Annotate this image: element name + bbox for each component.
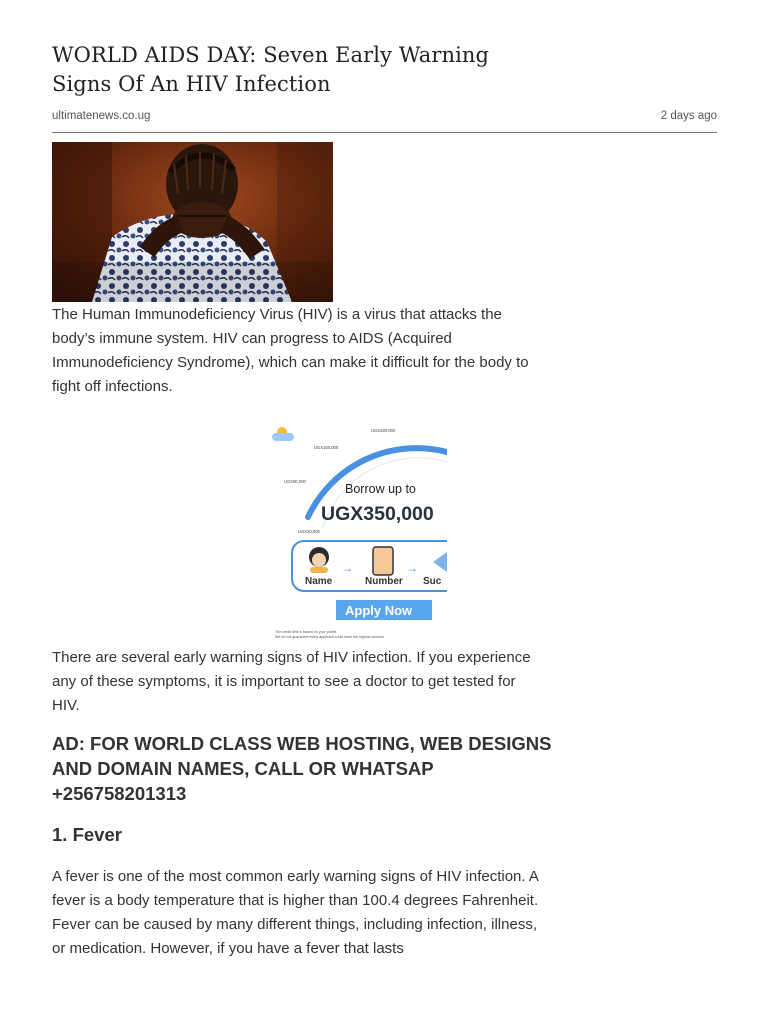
disclaimer-line-1: The credit limit is based on your profile <box>275 630 337 634</box>
phone-icon <box>373 547 393 575</box>
arrow-right-icon: → <box>406 561 418 575</box>
loan-amount: UGX350,000 <box>321 503 434 525</box>
disclaimer-line-2: We do not guarantee every applicant could have the highest amount <box>275 635 384 639</box>
hosting-ad-heading: AD: FOR WORLD CLASS WEB HOSTING, WEB DESIGNS AND DOMAIN NAMES, CALL OR WHATSAP +256758201313 <box>52 733 552 804</box>
warning-paragraph: There are several early warning signs of HIV infection. If you experience any of these symptoms, it is important to see a doctor to get tested for HIV. <box>52 649 531 714</box>
arrow-right-icon: → <box>341 561 353 575</box>
fever-paragraph: A fever is one of the most common early warning signs of HIV infection. A fever is a body temperature that is higher than 100.4 degrees Fahrenheit. Fever can be caused by many different things, including infection, illness, or medication. However, if you have a fever that lasts <box>52 868 539 957</box>
section-heading-fever: 1. Fever <box>52 824 122 845</box>
source-link[interactable]: ultimatenews.co.ug <box>52 110 151 122</box>
step-success: Suc <box>423 576 442 587</box>
success-icon <box>433 552 447 572</box>
gauge-label-4: UGX280,000 <box>371 428 396 433</box>
timestamp: 2 days ago <box>660 110 717 122</box>
borrow-label: Borrow up to <box>345 482 416 496</box>
loan-advertisement[interactable] <box>263 417 447 643</box>
article-meta <box>52 110 717 133</box>
intro-paragraph: The Human Immunodeficiency Virus (HIV) is a virus that attacks the body’s immune system. HIV can progress to AIDS (Acquired Immunodeficiency Syndrome), which can make it difficult for the body to fight off infections. <box>52 306 529 395</box>
gauge-label-3: UGX150,000 <box>314 445 339 450</box>
step-number: Number <box>365 576 403 587</box>
gauge-label-1: UGX20,000 <box>298 529 320 534</box>
article-title: WORLD AIDS DAY: Seven Early Warning Signs Of An HIV Infection <box>52 43 490 96</box>
step-name: Name <box>305 576 333 587</box>
hero-photo <box>52 142 333 302</box>
person-icon <box>309 547 329 573</box>
weather-logo-icon <box>272 427 294 441</box>
hero-image <box>52 142 333 302</box>
gauge-label-2: UGX80,000 <box>284 479 306 484</box>
apply-now-label[interactable]: Apply Now <box>345 603 413 618</box>
